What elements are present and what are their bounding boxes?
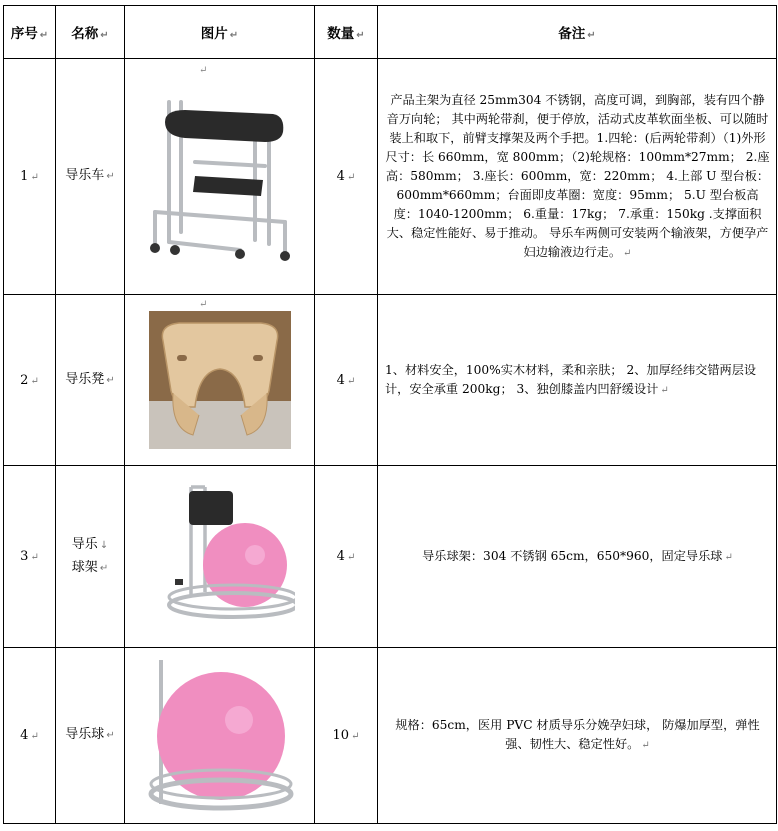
row-quantity: 4 ↵ <box>315 59 378 295</box>
row-index: 1 ↵ <box>4 59 56 295</box>
row-quantity: 4 ↵ <box>315 466 378 648</box>
para-mark: ↵ <box>199 65 208 76</box>
birthing-ball-image <box>145 654 295 818</box>
equipment-table <box>3 5 777 824</box>
row-name: 导乐凳 ↵ <box>56 295 125 466</box>
row-name: 导乐车 ↵ <box>56 59 125 295</box>
row-index: 3 ↵ <box>4 466 56 648</box>
table-row <box>4 466 777 648</box>
row-index: 4 ↵ <box>4 648 56 824</box>
table-row <box>4 648 777 824</box>
header-remarks: 备注 ↵ <box>378 6 777 59</box>
header-name: 名称 ↵ <box>56 6 125 59</box>
ball-stand-image <box>145 477 295 637</box>
row-index: 2 ↵ <box>4 295 56 466</box>
table-row <box>4 59 777 295</box>
row-remarks: 导乐球架：304 不锈钢 65cm，650*960，固定导乐球 ↵ <box>378 466 777 648</box>
delivery-stool-image <box>149 311 291 449</box>
header-index: 序号 ↵ <box>4 6 56 59</box>
row-remarks: 产品主架为直径 25mm304 不锈钢，高度可调，到胸部，装有四个静音万向轮； 其中两轮带刹，便于停放，活动式皮革软面坐板、可以随时装上和取下，前臂支撑架及两个手把。1.四轮：(后两轮带刹）（1)外形尺寸：长 660mm，宽 800mm；（2)轮规格：100mm*27mm； 2.座高：580mm； 3.座长：600mm，宽：220mm； 4.上部 U 型台板：600mm*660mm；台面即皮革圈：宽度：95mm； 5.U 型台板高度：1040-1200mm； 6.重量：17kg； 7.承重：150kg .支撑面积大、稳定性能好、易于推动。 导乐车两侧可安装两个输液架，方便孕产妇边输液边行走。 ↵ <box>378 59 777 295</box>
delivery-walker-image <box>145 92 295 262</box>
row-quantity: 4 ↵ <box>315 295 378 466</box>
row-name: 导乐 ↓ 球架 ↵ <box>56 466 125 648</box>
table-header-row <box>4 6 777 59</box>
row-name: 导乐球 ↵ <box>56 648 125 824</box>
para-mark: ↵ <box>199 299 208 310</box>
row-image-cell <box>125 466 315 648</box>
row-image-cell <box>125 648 315 824</box>
row-image-cell <box>125 59 315 295</box>
header-image: 图片 ↵ <box>125 6 315 59</box>
header-quantity: 数量 ↵ <box>315 6 378 59</box>
row-quantity: 10 ↵ <box>315 648 378 824</box>
row-remarks: 规格：65cm，医用 PVC 材质导乐分娩孕妇球， 防爆加厚型，弹性强、韧性大、稳定性好。 ↵ <box>378 648 777 824</box>
table-row <box>4 295 777 466</box>
row-image-cell <box>125 295 315 466</box>
row-remarks: 1、材料安全，100%实木材料，柔和亲肤； 2、加厚经纬交错两层设计，安全承重 200kg； 3、独创膝盖内凹舒缓设计 ↵ <box>378 295 777 466</box>
